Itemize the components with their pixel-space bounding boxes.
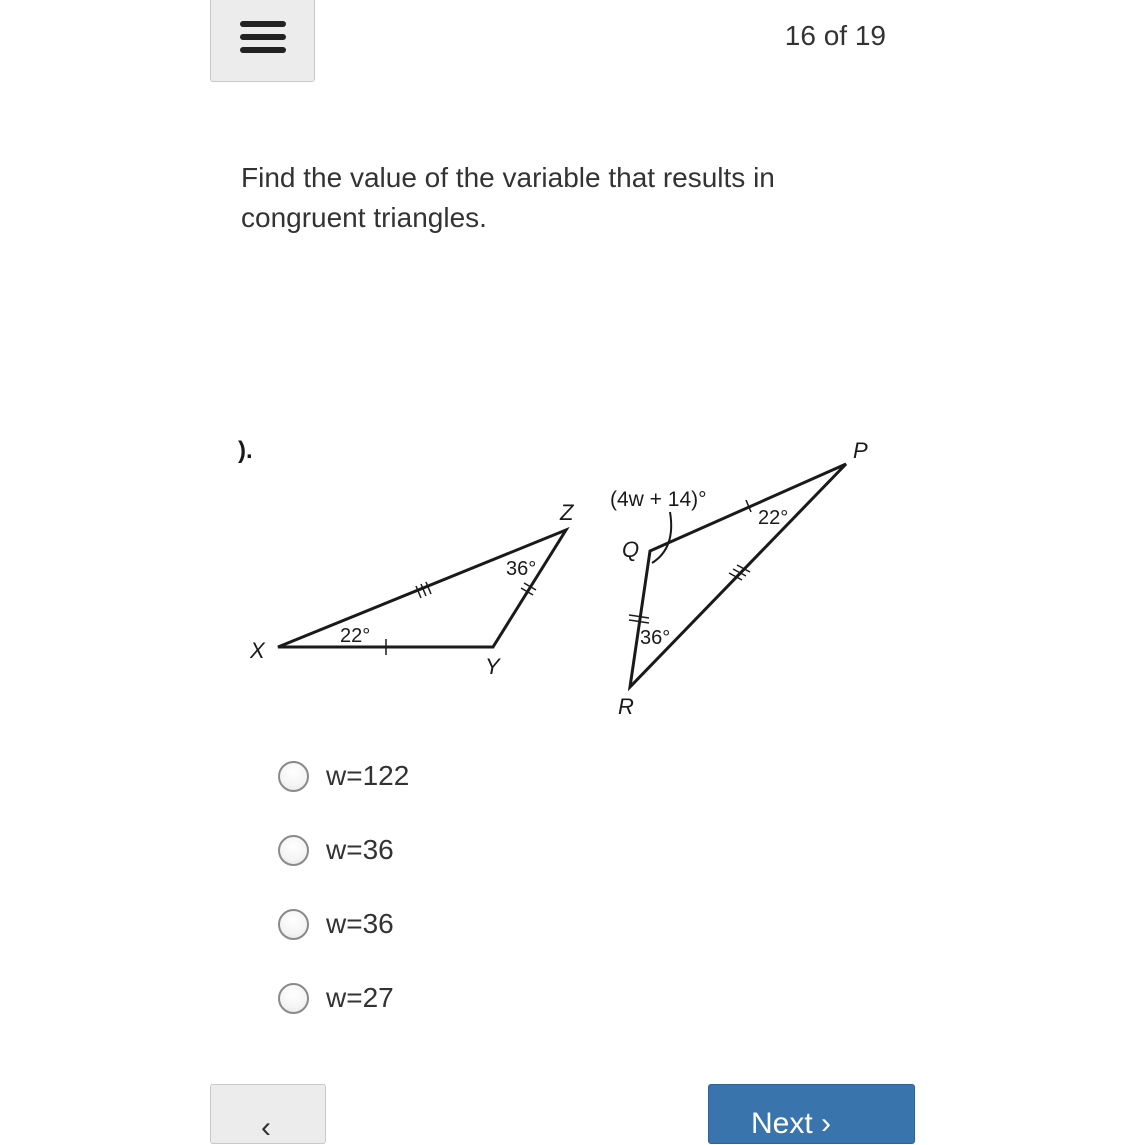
angle-z-label: 36° — [506, 558, 537, 580]
angle-p-label: 22° — [758, 507, 789, 529]
vertex-label-z: Z — [560, 500, 574, 525]
radio-button[interactable] — [278, 835, 309, 866]
answer-option[interactable] — [278, 832, 578, 872]
answer-option-label: w=36 — [326, 908, 394, 939]
back-button[interactable] — [210, 1084, 326, 1144]
radio-button[interactable] — [278, 909, 309, 940]
answer-option[interactable] — [278, 906, 578, 946]
vertex-label-x: X — [250, 638, 265, 663]
radio-button[interactable] — [278, 983, 309, 1014]
chevron-left-icon: ‹ — [261, 1111, 271, 1144]
problem-number: ). — [238, 437, 253, 464]
answer-option-label: w=27 — [326, 982, 394, 1013]
angle-x-label: 22° — [340, 625, 371, 647]
angle-r-label: 36° — [640, 627, 671, 649]
vertex-label-p: P — [853, 438, 868, 463]
answer-option[interactable] — [278, 980, 578, 1020]
next-button[interactable] — [708, 1084, 915, 1144]
congruent-triangles-figure — [230, 428, 880, 728]
radio-button[interactable] — [278, 761, 309, 792]
triangles-diagram — [230, 428, 880, 728]
vertex-label-q: Q — [622, 537, 640, 562]
answer-option[interactable] — [278, 758, 578, 798]
vertex-label-r: R — [618, 694, 634, 719]
angle-q-expression: (4w + 14)° — [610, 488, 707, 511]
answer-option-label: w=122 — [326, 760, 410, 791]
question-text: Find the value of the variable that results in congruent triangles. — [241, 162, 775, 233]
next-button-label: Next › — [751, 1107, 832, 1140]
angle-q-arc — [652, 512, 671, 563]
question-progress: 16 of 19 — [784, 20, 886, 51]
vertex-label-y: Y — [485, 654, 500, 679]
answer-option-label: w=36 — [326, 834, 394, 865]
menu-button[interactable] — [210, 0, 315, 82]
